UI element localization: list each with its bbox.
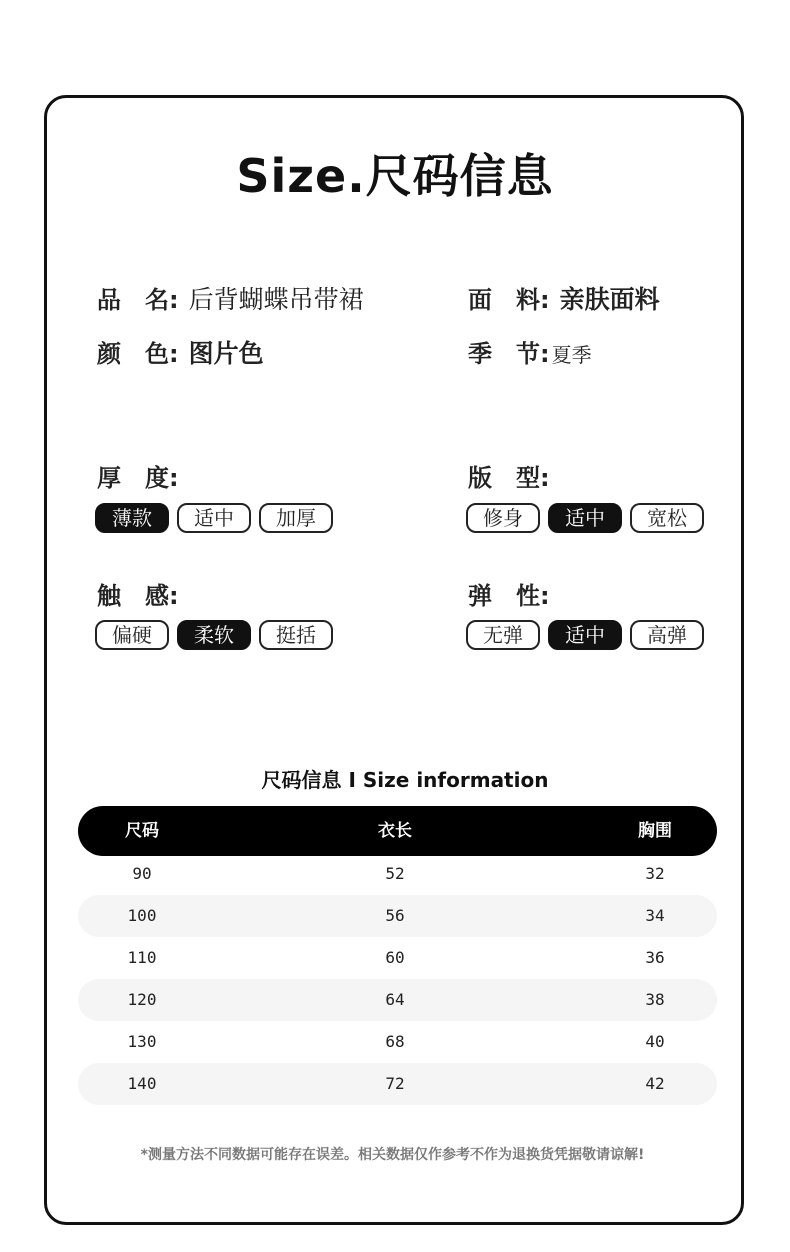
table-cell-chest: 42 [645,1074,665,1093]
table-row [78,937,717,979]
table-row [78,853,717,895]
thickness-label: 厚 度: [97,464,179,492]
fit-label: 版 型: [468,464,550,492]
table-cell-size: 110 [127,948,157,967]
table-cell-length: 56 [385,906,405,925]
color-label: 颜 色: [97,340,179,368]
elasticity-options [466,620,704,650]
table-row [78,1021,717,1063]
table-row [78,895,717,937]
elasticity-option: 无弹 [466,620,540,650]
fabric-value: 亲肤面料 [559,285,660,314]
table-cell-size: 120 [127,990,157,1009]
thickness-option: 适中 [177,503,251,533]
table-row [78,1063,717,1105]
season-row [468,334,592,369]
fit-option: 宽松 [630,503,704,533]
table-cell-chest: 32 [645,864,665,883]
fabric-label: 面 料: [468,286,550,314]
table-cell-size: 90 [132,864,152,883]
product-name-value: 后背蝴蝶吊带裙 [188,285,364,314]
table-cell-chest: 36 [645,948,665,967]
fit-option: 修身 [466,503,540,533]
size-table-header [78,806,717,856]
elasticity-option: 高弹 [630,620,704,650]
thickness-option: 加厚 [259,503,333,533]
thickness-options [95,503,333,533]
product-name-row [97,280,364,316]
table-cell-chest: 38 [645,990,665,1009]
touch-option: 柔软 [177,620,251,650]
table-cell-length: 68 [385,1032,405,1051]
fit-option: 适中 [548,503,622,533]
page-title: Size.尺码信息 [236,149,554,203]
touch-options [95,620,333,650]
elasticity-option: 适中 [548,620,622,650]
table-cell-size: 130 [127,1032,157,1051]
table-row [78,979,717,1021]
table-cell-length: 52 [385,864,405,883]
table-cell-length: 64 [385,990,405,1009]
color-row [97,334,264,370]
color-value: 图片色 [188,339,264,368]
touch-label: 触 感: [97,582,179,610]
product-name-label: 品 名: [97,286,179,314]
table-cell-length: 60 [385,948,405,967]
touch-option: 偏硬 [95,620,169,650]
table-cell-size: 140 [127,1074,157,1093]
elasticity-label: 弹 性: [468,582,550,610]
measurement-disclaimer: *测量方法不同数据可能存在误差。相关数据仅作参考不作为退换货凭据敬请谅解! [140,1147,645,1163]
fabric-row [468,280,660,316]
table-cell-chest: 40 [645,1032,665,1051]
table-cell-size: 100 [127,906,157,925]
touch-option: 挺括 [259,620,333,650]
column-header-size: 尺码 [125,821,159,841]
column-header-chest: 胸围 [638,821,672,841]
season-label: 季 节: [468,340,550,368]
column-header-length: 衣长 [378,821,412,841]
table-cell-chest: 34 [645,906,665,925]
season-value: 夏季 [551,343,592,367]
thickness-option: 薄款 [95,503,169,533]
table-cell-length: 72 [385,1074,405,1093]
fit-options [466,503,704,533]
size-table-title: 尺码信息 I Size information [261,768,549,792]
